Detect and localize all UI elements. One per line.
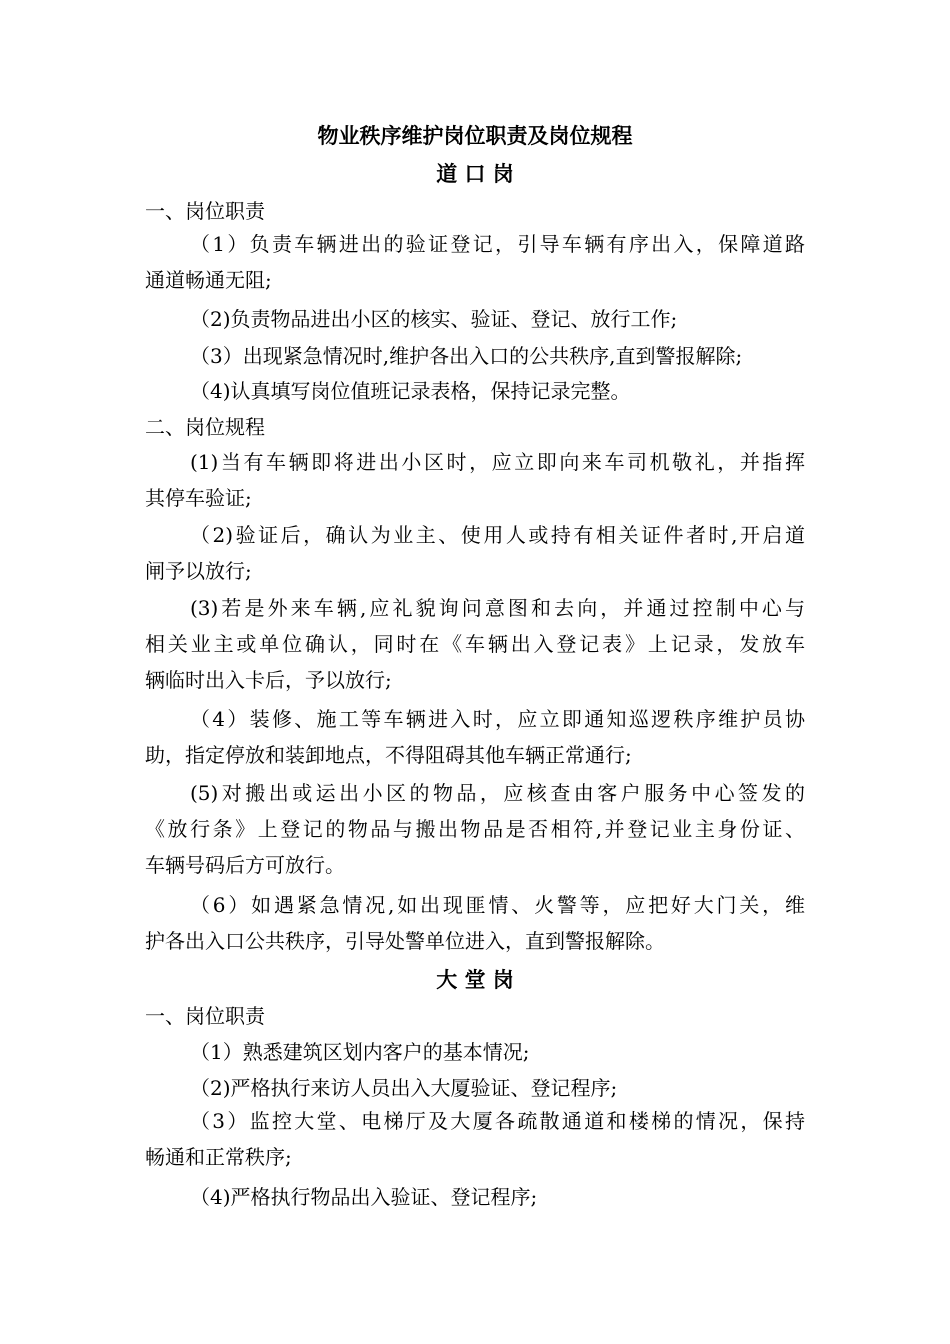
lobby-duty-item-3-line-1: （3）监控大堂、电梯厅及大厦各疏散通道和楼梯的情况，保持 xyxy=(190,1109,805,1133)
rule-item-5-line-1: (5)对搬出或运出小区的物品，应核查由客户服务中心签发的 xyxy=(190,781,805,805)
rule-item-2-line-1: （2)验证后，确认为业主、使用人或持有相关证件者时,开启道 xyxy=(190,523,805,547)
rule-item-5-line-3: 车辆号码后方可放行。 xyxy=(145,853,345,877)
rule-item-4-line-1: （4）装修、施工等车辆进入时，应立即通知巡逻秩序维护员协 xyxy=(190,707,805,731)
rule-item-4 xyxy=(145,701,805,773)
rule-item-2 xyxy=(145,517,805,589)
lobby-duty-item-3 xyxy=(145,1103,805,1175)
duty-item-1-line-2: 通道畅通无阻; xyxy=(145,268,272,292)
section-title-lobby-post: 大 堂 岗 xyxy=(436,967,514,992)
lobby-heading-duties: 一、岗位职责 xyxy=(145,1004,265,1028)
lobby-duty-item-2: （2)严格执行来访人员出入大厦验证、登记程序; xyxy=(190,1076,618,1100)
rule-item-4-line-2: 助，指定停放和装卸地点，不得阻碍其他车辆正常通行; xyxy=(145,743,632,767)
lobby-duty-item-4: （4)严格执行物品出入验证、登记程序; xyxy=(190,1185,538,1209)
lobby-duty-item-3-line-2: 畅通和正常秩序; xyxy=(145,1145,292,1169)
rule-item-5 xyxy=(145,775,805,883)
document-title: 物业秩序维护岗位职责及岗位规程 xyxy=(317,123,633,148)
rule-item-6 xyxy=(145,887,805,959)
section-heading-rules: 二、岗位规程 xyxy=(145,415,265,439)
rule-item-5-line-2: 《放行条》上登记的物品与搬出物品是否相符,并登记业主身份证、 xyxy=(145,817,805,841)
rule-item-3-line-1: (3)若是外来车辆,应礼貌询问意图和去向，并通过控制中心与 xyxy=(190,596,805,620)
duty-item-4: （4)认真填写岗位值班记录表格，保持记录完整。 xyxy=(190,379,631,403)
rule-item-6-line-1: （6）如遇紧急情况,如出现匪情、火警等，应把好大门关，维 xyxy=(190,893,805,917)
duty-item-1 xyxy=(145,226,805,298)
duty-item-3: （3）出现紧急情况时,维护各出入口的公共秩序,直到警报解除; xyxy=(190,344,743,368)
rule-item-2-line-2: 闸予以放行; xyxy=(145,559,252,583)
rule-item-3-line-3: 辆临时出入卡后，予以放行; xyxy=(145,668,392,692)
rule-item-3 xyxy=(145,590,805,698)
rule-item-3-line-2: 相关业主或单位确认，同时在《车辆出入登记表》上记录，发放车 xyxy=(145,632,805,656)
rule-item-1 xyxy=(145,444,805,516)
rule-item-6-line-2: 护各出入口公共秩序，引导处警单位进入，直到警报解除。 xyxy=(145,929,665,953)
duty-item-1-line-1: （1）负责车辆进出的验证登记，引导车辆有序出入，保障道路 xyxy=(190,232,805,256)
rule-item-1-line-1: (1)当有车辆即将进出小区时，应立即向来车司机敬礼，并指挥 xyxy=(190,450,805,474)
section-title-gate-post: 道 口 岗 xyxy=(436,161,514,186)
lobby-duty-item-1: （1）熟悉建筑区划内客户的基本情况; xyxy=(190,1040,530,1064)
duty-item-2: （2)负责物品进出小区的核实、验证、登记、放行工作; xyxy=(190,307,678,331)
section-heading-duties: 一、岗位职责 xyxy=(145,199,265,223)
rule-item-1-line-2: 其停车验证; xyxy=(145,486,252,510)
